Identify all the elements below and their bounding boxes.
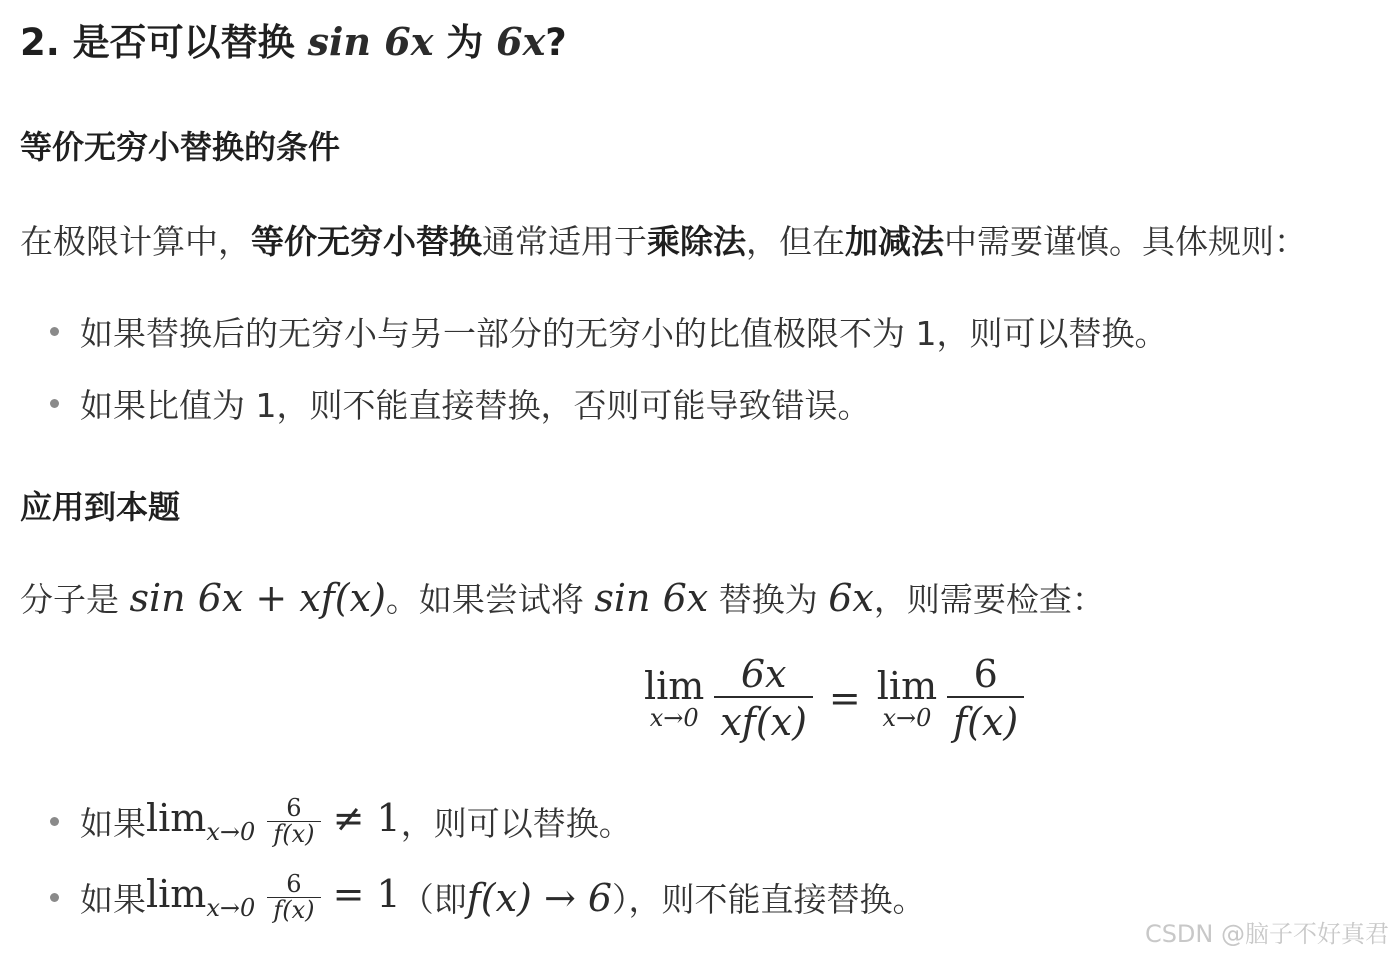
- bullet-dot-icon: [50, 327, 59, 336]
- denominator: f(x): [947, 696, 1024, 744]
- inline-math: f(x) → 6: [466, 875, 613, 920]
- lim-subscript: x→0: [649, 704, 699, 732]
- list-item-text: ），则不能直接替换。: [612, 880, 926, 920]
- title-text: 2. 是否可以替换: [20, 21, 308, 64]
- title-math-sin6x: sin 6x: [307, 19, 434, 64]
- fraction: [714, 652, 813, 744]
- inline-math: sin 6x: [594, 576, 709, 620]
- list-item: [50, 872, 926, 923]
- list-item: [50, 380, 871, 427]
- list-item-text: （即: [400, 880, 467, 920]
- title-text-mid: 为: [433, 21, 497, 64]
- lim-text: lim: [146, 872, 207, 917]
- limit-operator: [644, 664, 704, 732]
- para-bold-text: 加减法: [845, 222, 944, 261]
- inline-math: 6x: [828, 576, 874, 620]
- list-item-text: 如果: [80, 880, 146, 920]
- numerator: 6: [286, 794, 302, 822]
- lim-subscript: x→0: [206, 893, 256, 922]
- lim-text: lim: [644, 664, 705, 708]
- lim-text: lim: [146, 796, 207, 841]
- title-math-6x: 6x: [496, 19, 546, 64]
- numerator: 6: [286, 870, 302, 898]
- bullet-dot-icon: [50, 893, 59, 902]
- para-text: 在极限计算中，: [20, 222, 251, 261]
- equals-sign: =: [828, 676, 861, 720]
- page-title: [20, 12, 567, 66]
- para-text: 通常适用于: [482, 222, 647, 261]
- list-item: [50, 796, 632, 847]
- lim-text: lim: [876, 664, 938, 708]
- watermark: CSDN @脑子不好真君: [1144, 920, 1389, 948]
- relation: = 1: [332, 872, 401, 917]
- limit-operator: [877, 664, 937, 732]
- bullet-dot-icon: [50, 817, 59, 826]
- list-item-text: 如果替换后的无穷小与另一部分的无穷小的比值极限不为 1，则可以替换。: [80, 314, 1168, 353]
- fraction: [947, 652, 1024, 744]
- lim-subscript: x→0: [882, 704, 932, 732]
- numerator: 6: [973, 652, 998, 696]
- para-text: 分子是: [20, 580, 130, 619]
- inline-math: sin 6x + xf(x): [129, 576, 386, 620]
- inline-math: [146, 796, 401, 847]
- para-text: 替换为: [708, 580, 829, 619]
- display-equation: [644, 652, 1024, 744]
- denominator: xf(x): [714, 696, 813, 744]
- application-paragraph: [20, 574, 1105, 621]
- bullet-dot-icon: [50, 399, 59, 408]
- para-text: 。如果尝试将: [385, 580, 595, 619]
- list-item-text: ，则可以替换。: [400, 804, 632, 844]
- inline-math: [146, 872, 401, 923]
- para-text: ，则需要检查：: [873, 580, 1105, 619]
- section-heading-application: 应用到本题: [20, 488, 181, 526]
- para-bold-text: 乘除法: [647, 222, 746, 261]
- fraction: [267, 796, 320, 847]
- lim-subscript: x→0: [206, 817, 256, 846]
- list-item: [50, 308, 1168, 355]
- list-item-text: 如果: [80, 804, 146, 844]
- numerator: 6x: [740, 652, 787, 696]
- list-item-text: 如果比值为 1，则不能直接替换，否则可能导致错误。: [80, 386, 871, 425]
- para-text: ，但在: [746, 222, 845, 261]
- denominator: f(x): [267, 821, 320, 847]
- para-text: 中需要谨慎。具体规则：: [944, 222, 1307, 261]
- relation: ≠ 1: [332, 796, 401, 841]
- conditions-paragraph: [20, 216, 1307, 263]
- para-bold-text: 等价无穷小替换: [251, 222, 482, 261]
- denominator: f(x): [267, 897, 320, 923]
- section-heading-conditions: 等价无穷小替换的条件: [20, 128, 341, 166]
- title-question-mark: ?: [545, 21, 567, 64]
- fraction: [267, 872, 320, 923]
